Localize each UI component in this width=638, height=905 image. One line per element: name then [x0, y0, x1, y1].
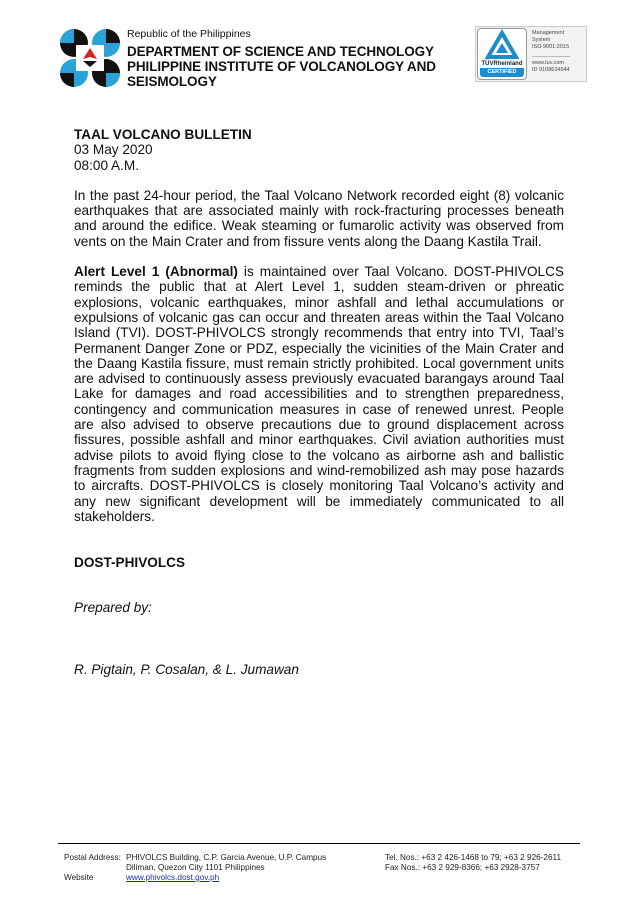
bulletin-title: TAAL VOLCANO BULLETIN — [74, 127, 252, 142]
institute-name-line1: PHILIPPINE INSTITUTE OF VOLCANOLOGY AND — [127, 59, 436, 74]
prepared-by-label: Prepared by: — [74, 600, 152, 616]
fax-numbers: Fax Nos.: +63 2 929-8366; +63 2928-3757 — [385, 863, 540, 872]
footer-divider — [58, 843, 580, 844]
dost-logo — [59, 28, 121, 88]
department-name: DEPARTMENT OF SCIENCE AND TECHNOLOGY — [127, 44, 434, 59]
postal-line2: Diliman, Quezon City 1101 Philippines — [126, 863, 265, 872]
website-label: Website — [64, 873, 94, 882]
institute-name-line2: SEISMOLOGY — [127, 74, 217, 89]
tuv-brand: TÜVRheinland — [481, 61, 523, 67]
tuv-triangle-icon — [478, 29, 526, 61]
signatory: DOST-PHIVOLCS — [74, 555, 186, 571]
cert-site: www.tuv.com — [532, 60, 564, 66]
certification-info — [528, 27, 574, 81]
postal-line1: PHIVOLCS Building, C.P. Garcia Avenue, U.P. Campus — [126, 853, 327, 862]
tuv-logo — [477, 28, 527, 80]
tel-numbers: Tel. Nos.: +63 2 426-1468 to 79; +63 2 926-2611 — [385, 853, 562, 862]
certified-label: CERTIFIED — [480, 68, 524, 77]
bulletin-time: 08:00 A.M. — [74, 157, 139, 173]
postal-label: Postal Address: — [64, 853, 121, 862]
website-link[interactable]: www.phivolcs.dost.gov.ph — [126, 873, 220, 882]
alert-text: is maintained over Taal Volcano. DOST-PHIVOLCS reminds the public that at Alert Level 1, sudden steam-driven or phreatic explosions, volcanic earthquakes, minor ashfall and lethal accumulations or expulsions of volcanic gas can occur and threaten areas within the Taal Volcano Island (TVI). DOST-PHIVOLCS strongly recommends that entry into TVI, Taal’s Permanent Danger Zone or PDZ, especially the vicinities of the Main Crater and the Daang Kastila fissure, must remain strictly prohibited. Local government units are advised to continuously assess previously evacuated barangays around Taal Lake for damages and road accessibilities and to strengthen preparedness, contingency and communication measures in case of renewed unrest. People are also advised to observe precautions due to ground displacement across fissures, possible ashfall and minor earthquakes. Civil aviation authorities must advise pilots to avoid flying close to the volcano as airborne ash and ballistic fragments from sudden explosions and wind-remobilized ash may pose hazards to aircrafts. DOST-PHIVOLCS is closely monitoring Taal Volcano’s activity and any new significant development will be immediately communicated to all stakeholders. — [74, 264, 564, 524]
alert-level: Alert Level 1 (Abnormal) — [74, 264, 238, 280]
footer-address — [64, 853, 326, 883]
bulletin-body — [74, 127, 564, 677]
cert-line2: System — [532, 37, 551, 43]
iso-certification-badge — [475, 26, 587, 82]
agency-header — [127, 28, 436, 89]
cert-id: ID 9108634644 — [532, 67, 570, 73]
footer-contact — [385, 853, 561, 873]
cert-line1: Management — [532, 30, 565, 36]
activity-paragraph: In the past 24-hour period, the Taal Volcano Network recorded eight (8) volcanic earthquakes that are associated mainly with rock-fracturing processes beneath and around the edifice. Weak steaming or fumarolic activity was observed from vents on the Main Crater and from fissure vents along the Daang Kastila Trail. — [74, 187, 564, 249]
republic-label: Republic of the Philippines — [127, 28, 251, 40]
bulletin-date: 03 May 2020 — [74, 142, 153, 158]
cert-line3: ISO 9001:2015 — [532, 44, 570, 50]
prepared-by-names: R. Pigtain, P. Cosalan, & L. Jumawan — [74, 661, 299, 677]
alert-paragraph — [74, 264, 564, 524]
